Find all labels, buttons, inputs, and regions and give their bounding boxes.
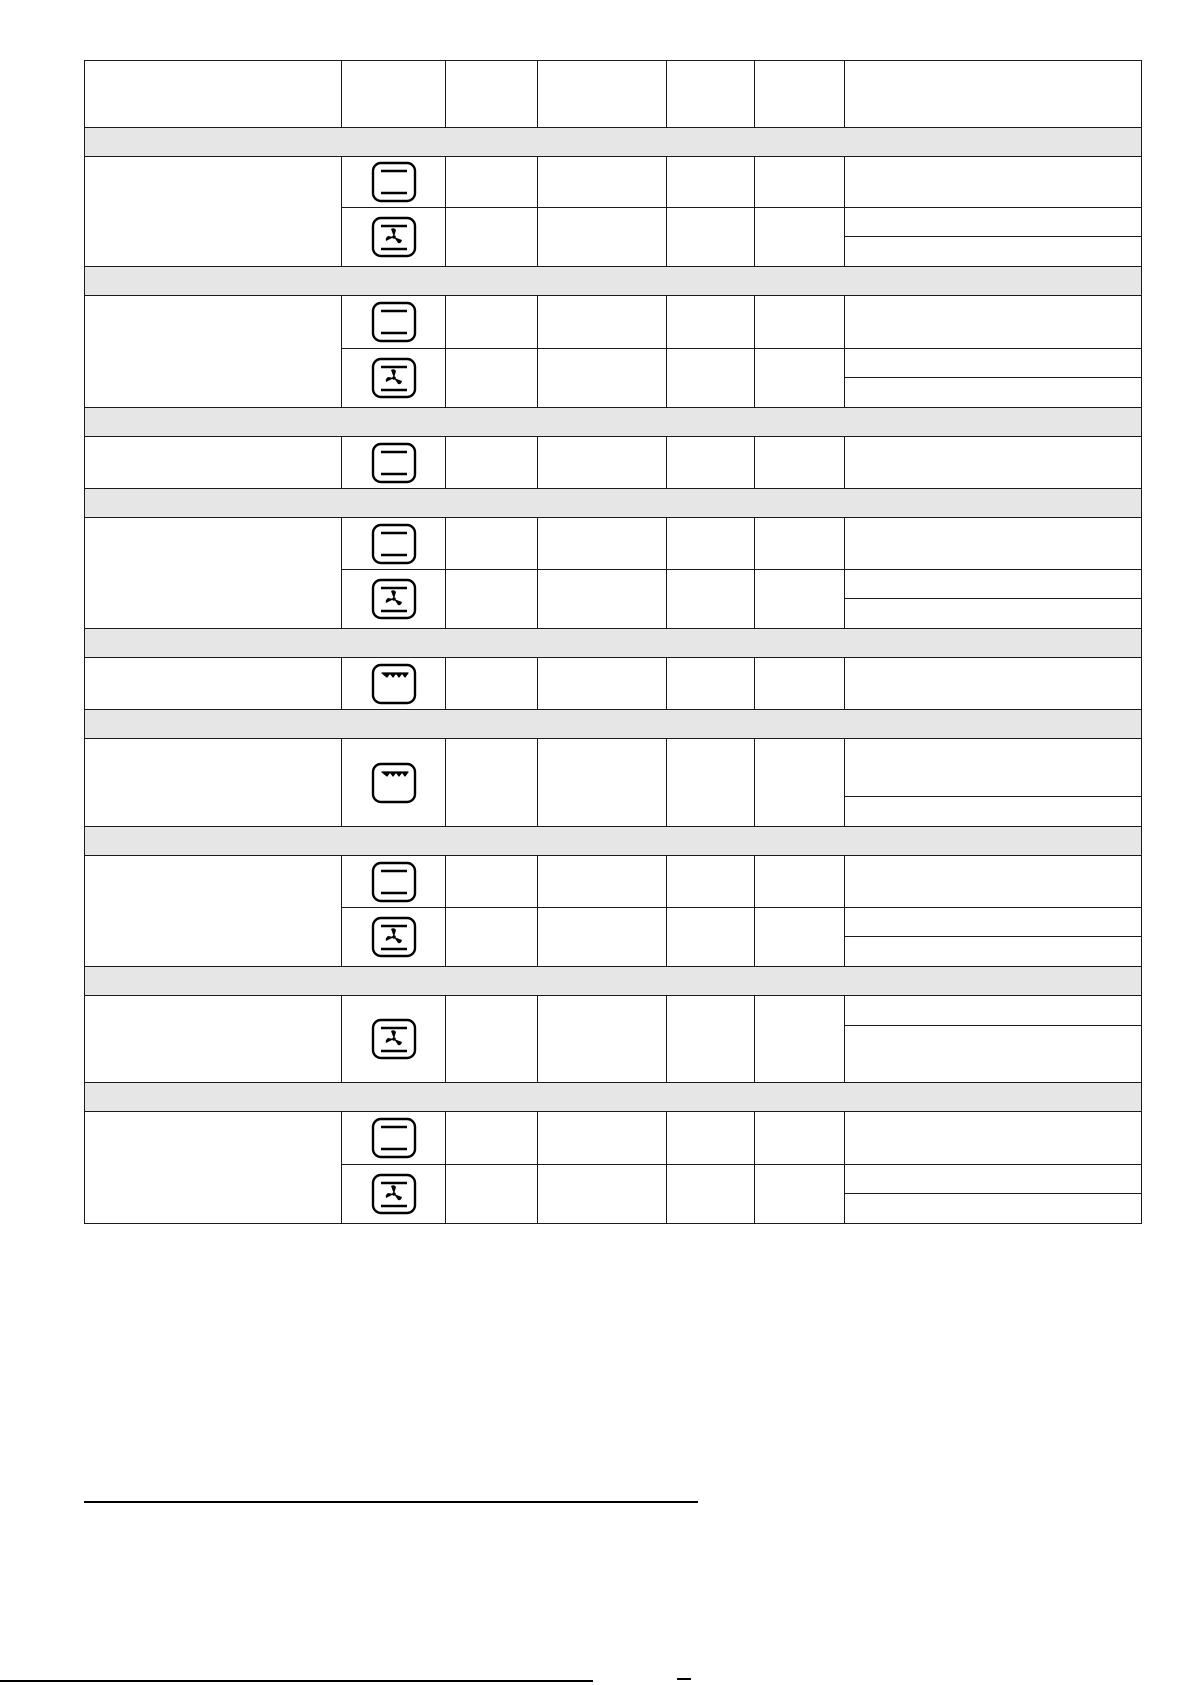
notes-cell <box>845 739 1142 797</box>
section-header-cell <box>85 128 1142 157</box>
food-cell <box>85 739 342 827</box>
conventional-heat-icon <box>342 301 445 343</box>
function-cell <box>342 996 446 1083</box>
food-cell <box>85 157 342 267</box>
level-cell <box>446 739 538 827</box>
tray-cell <box>755 1112 845 1165</box>
tray-cell <box>755 996 845 1083</box>
notes-cell <box>845 157 1142 208</box>
level-cell <box>446 856 538 908</box>
fan-cooking-icon <box>342 1018 445 1060</box>
time-cell <box>667 1165 755 1224</box>
level-cell <box>446 570 538 629</box>
level-cell <box>446 908 538 967</box>
fan-cooking-icon <box>342 916 445 958</box>
fan-cooking-icon <box>342 216 445 258</box>
section-header-row <box>85 128 1142 157</box>
notes-cell <box>845 996 1142 1026</box>
time-cell <box>667 570 755 629</box>
notes-cell <box>845 296 1142 349</box>
tray-cell <box>755 739 845 827</box>
header-temperature <box>538 61 667 128</box>
section-header-row <box>85 967 1142 996</box>
header-food <box>85 61 342 128</box>
grill-icon <box>342 663 445 705</box>
level-cell <box>446 518 538 570</box>
time-cell <box>667 208 755 267</box>
level-cell <box>446 658 538 710</box>
notes-cell <box>845 856 1142 908</box>
table-row <box>85 739 1142 797</box>
tray-cell <box>755 296 845 349</box>
notes-cell <box>845 1194 1142 1224</box>
header-tray <box>755 61 845 128</box>
section-header-cell <box>85 710 1142 739</box>
notes-cell <box>845 437 1142 489</box>
conventional-heat-icon <box>342 161 445 203</box>
tray-cell <box>755 349 845 408</box>
section-header-row <box>85 827 1142 856</box>
level-cell <box>446 349 538 408</box>
temperature-cell <box>538 157 667 208</box>
notes-cell <box>845 1112 1142 1165</box>
function-cell <box>342 437 446 489</box>
tray-cell <box>755 856 845 908</box>
header-notes <box>845 61 1142 128</box>
notes-cell <box>845 378 1142 408</box>
table-row <box>85 157 1142 208</box>
function-cell <box>342 570 446 629</box>
section-header-row <box>85 710 1142 739</box>
notes-cell <box>845 208 1142 237</box>
section-header-row <box>85 267 1142 296</box>
tray-cell <box>755 157 845 208</box>
time-cell <box>667 437 755 489</box>
function-cell <box>342 208 446 267</box>
temperature-cell <box>538 856 667 908</box>
notes-cell <box>845 937 1142 967</box>
food-cell <box>85 856 342 967</box>
temperature-cell <box>538 1165 667 1224</box>
function-cell <box>342 908 446 967</box>
tray-cell <box>755 518 845 570</box>
time-cell <box>667 157 755 208</box>
function-cell <box>342 349 446 408</box>
table-row <box>85 518 1142 570</box>
time-cell <box>667 856 755 908</box>
table-row <box>85 658 1142 710</box>
notes-cell <box>845 908 1142 937</box>
function-cell <box>342 1165 446 1224</box>
footer-rule <box>0 1680 593 1682</box>
level-cell <box>446 208 538 267</box>
food-cell <box>85 296 342 408</box>
conventional-heat-icon <box>342 523 445 565</box>
notes-cell <box>845 1165 1142 1194</box>
function-cell <box>342 856 446 908</box>
food-cell <box>85 658 342 710</box>
temperature-cell <box>538 296 667 349</box>
level-cell <box>446 157 538 208</box>
notes-cell <box>845 349 1142 378</box>
tray-cell <box>755 658 845 710</box>
tray-cell <box>755 908 845 967</box>
tray-cell <box>755 1165 845 1224</box>
footnote-divider <box>84 1501 698 1503</box>
temperature-cell <box>538 908 667 967</box>
section-header-cell <box>85 1083 1142 1112</box>
temperature-cell <box>538 518 667 570</box>
level-cell <box>446 1165 538 1224</box>
temperature-cell <box>538 208 667 267</box>
time-cell <box>667 518 755 570</box>
notes-cell <box>845 518 1142 570</box>
conventional-heat-icon <box>342 442 445 484</box>
function-cell <box>342 157 446 208</box>
header-time <box>667 61 755 128</box>
temperature-cell <box>538 658 667 710</box>
baking-table <box>84 60 1142 1224</box>
function-cell <box>342 296 446 349</box>
function-cell <box>342 739 446 827</box>
food-cell <box>85 518 342 629</box>
level-cell <box>446 437 538 489</box>
temperature-cell <box>538 437 667 489</box>
function-cell <box>342 518 446 570</box>
food-cell <box>85 996 342 1083</box>
tray-cell <box>755 437 845 489</box>
section-header-row <box>85 629 1142 658</box>
section-header-cell <box>85 489 1142 518</box>
time-cell <box>667 1112 755 1165</box>
section-header-cell <box>85 267 1142 296</box>
food-cell <box>85 437 342 489</box>
food-cell <box>85 1112 342 1224</box>
conventional-heat-icon <box>342 861 445 903</box>
fan-cooking-icon <box>342 578 445 620</box>
section-header-row <box>85 489 1142 518</box>
section-header-cell <box>85 629 1142 658</box>
temperature-cell <box>538 1112 667 1165</box>
table-row <box>85 996 1142 1026</box>
table-header-row <box>85 61 1142 128</box>
level-cell <box>446 996 538 1083</box>
notes-cell <box>845 570 1142 599</box>
table-row <box>85 1112 1142 1165</box>
fan-cooking-icon <box>342 357 445 399</box>
notes-cell <box>845 658 1142 710</box>
function-cell <box>342 1112 446 1165</box>
section-header-cell <box>85 827 1142 856</box>
temperature-cell <box>538 570 667 629</box>
header-level <box>446 61 538 128</box>
tray-cell <box>755 208 845 267</box>
function-cell <box>342 658 446 710</box>
header-function <box>342 61 446 128</box>
temperature-cell <box>538 739 667 827</box>
section-header-cell <box>85 967 1142 996</box>
section-header-cell <box>85 408 1142 437</box>
table-row <box>85 856 1142 908</box>
section-header-row <box>85 1083 1142 1112</box>
time-cell <box>667 739 755 827</box>
temperature-cell <box>538 349 667 408</box>
table-body <box>85 128 1142 1224</box>
notes-cell <box>845 797 1142 827</box>
notes-cell <box>845 237 1142 267</box>
tray-cell <box>755 570 845 629</box>
level-cell <box>446 1112 538 1165</box>
time-cell <box>667 349 755 408</box>
conventional-heat-icon <box>342 1117 445 1159</box>
grill-icon <box>342 762 445 804</box>
time-cell <box>667 908 755 967</box>
footer-dash <box>677 1678 691 1680</box>
time-cell <box>667 658 755 710</box>
table-row <box>85 437 1142 489</box>
section-header-row <box>85 408 1142 437</box>
fan-cooking-icon <box>342 1173 445 1215</box>
notes-cell <box>845 1026 1142 1083</box>
level-cell <box>446 296 538 349</box>
table-row <box>85 296 1142 349</box>
time-cell <box>667 996 755 1083</box>
time-cell <box>667 296 755 349</box>
notes-cell <box>845 599 1142 629</box>
temperature-cell <box>538 996 667 1083</box>
